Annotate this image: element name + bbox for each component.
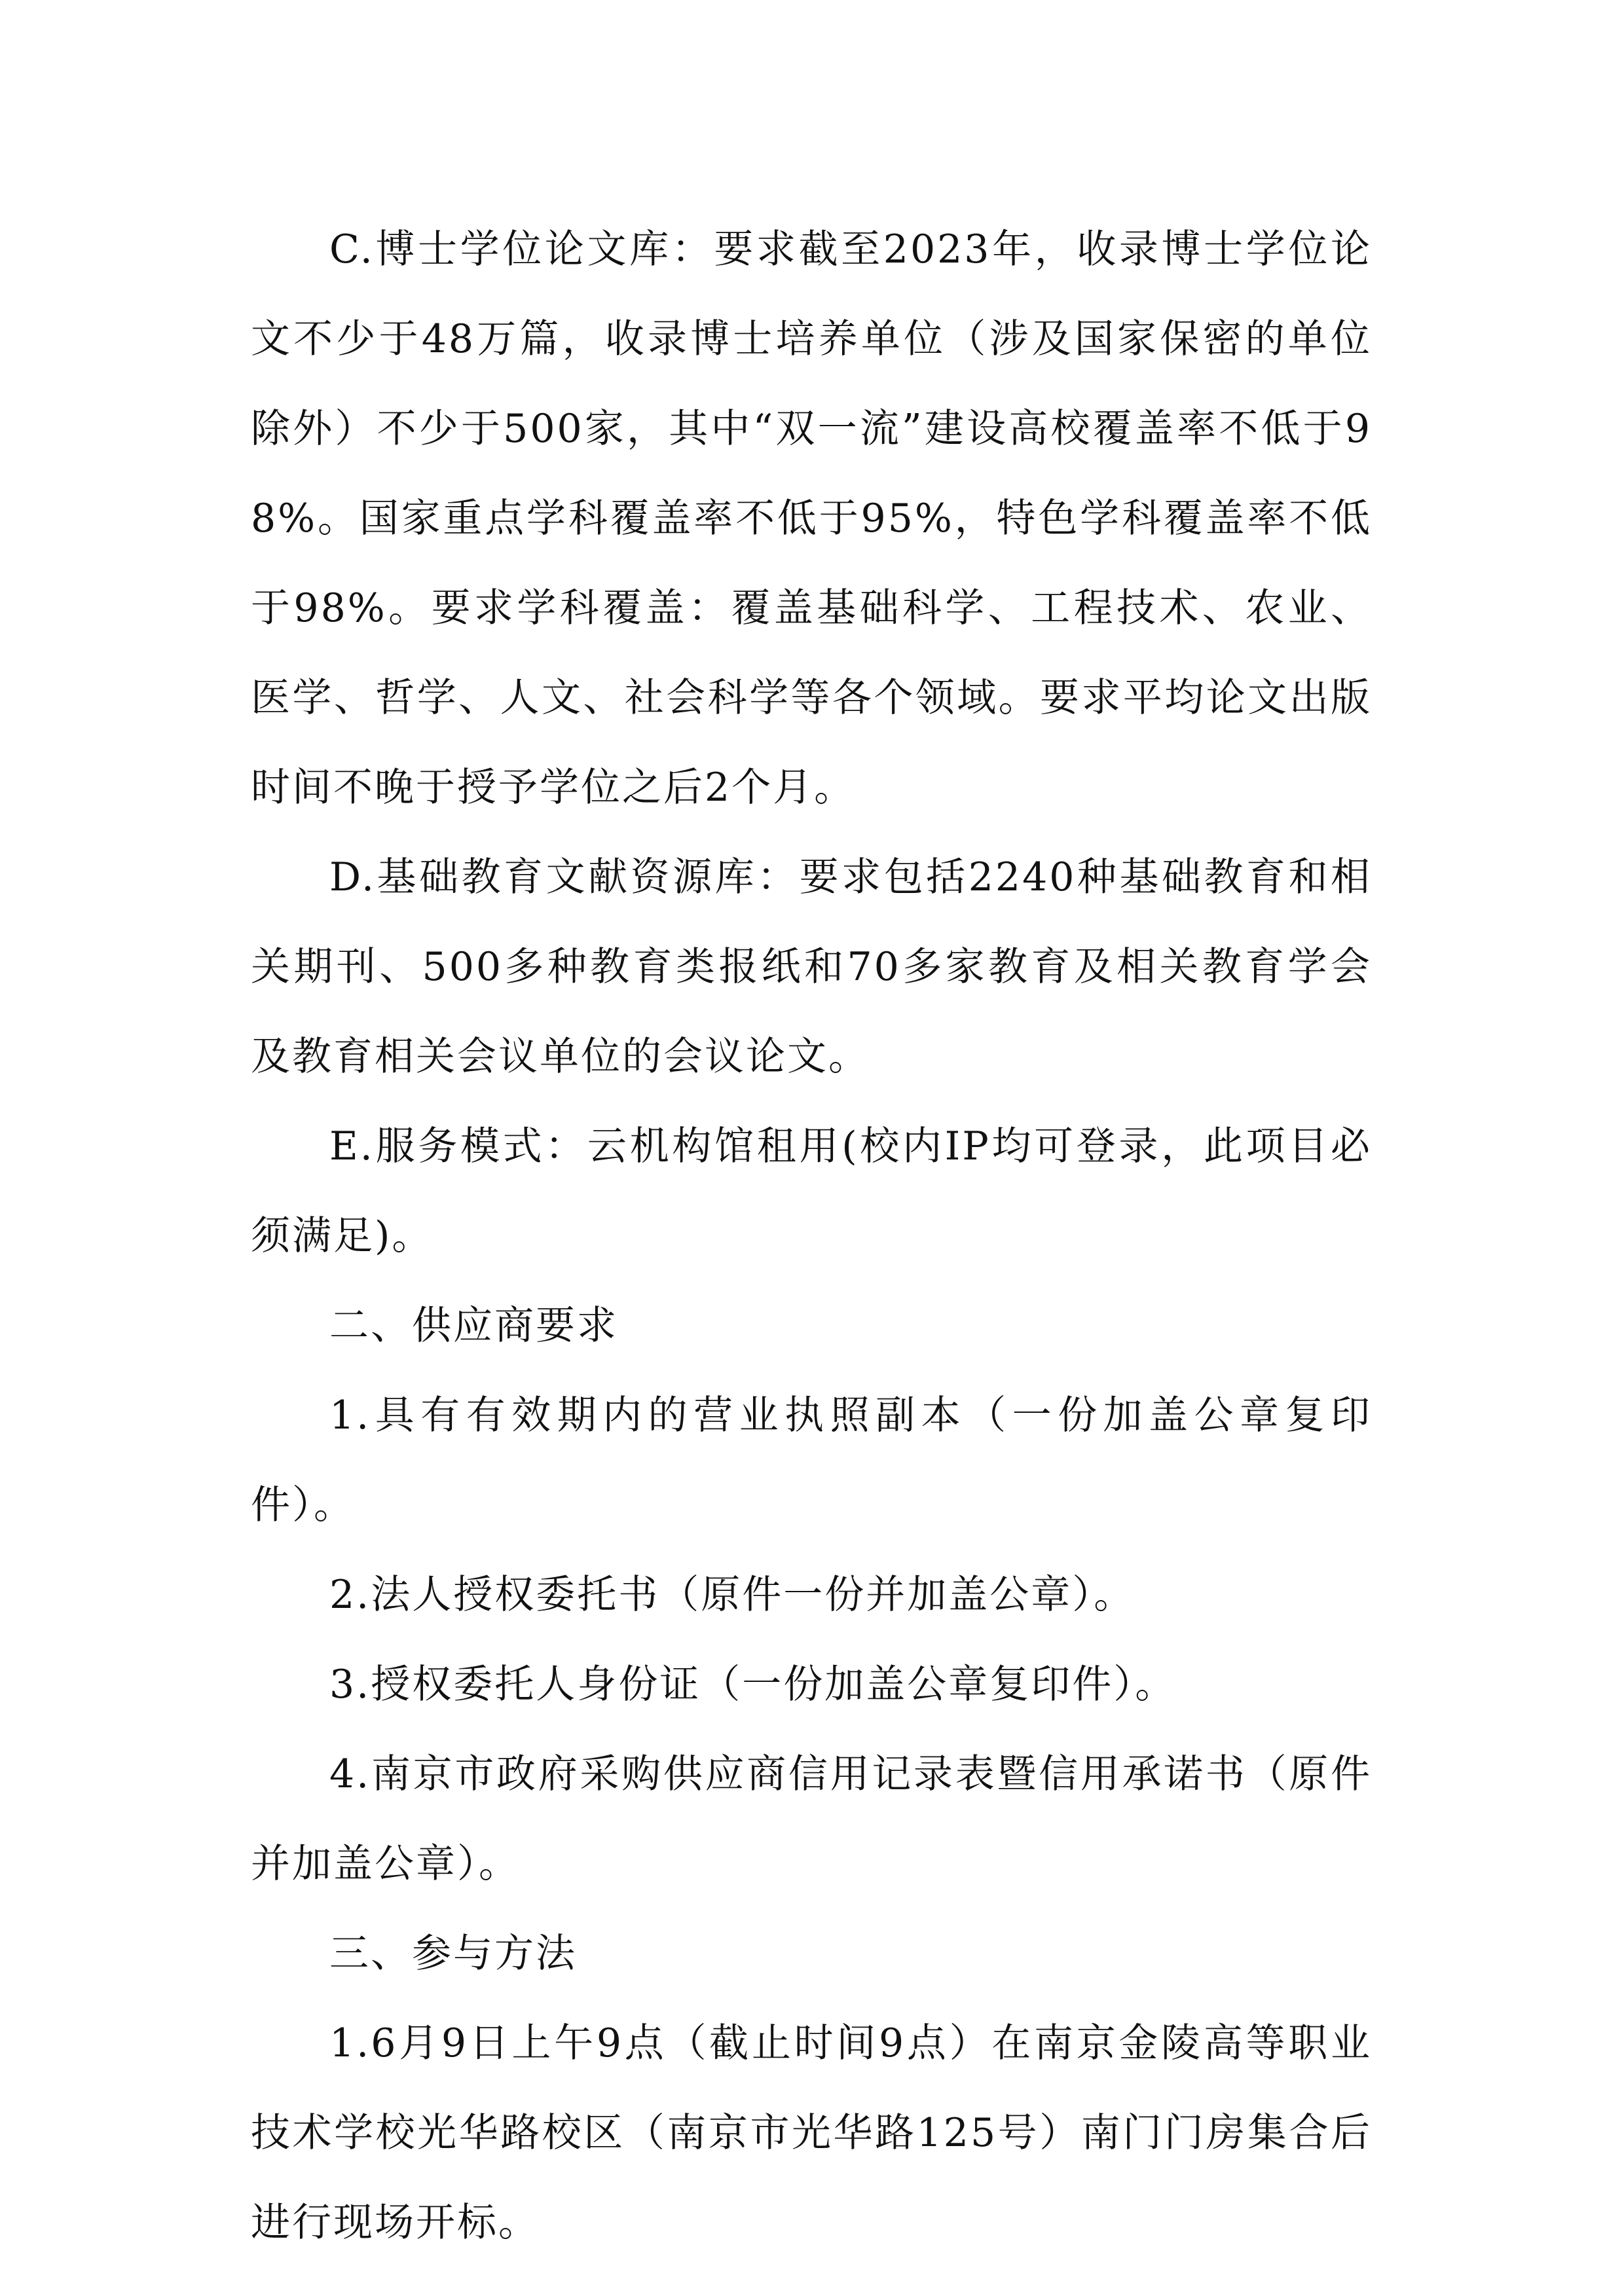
section-heading-participation-method: 三、参与方法 (329, 1931, 577, 1977)
participation-method-item: 1.6月9日上午9点（截止时间9点）在南京金陵高等职业技术学校光华路校区（南京市光华路125号）南门门房集合后进行现场开标。 (251, 2020, 1372, 2246)
supplier-requirement-item: 3.授权委托人身份证（一份加盖公章复印件）。 (329, 1662, 1177, 1707)
document-body (251, 205, 1372, 2268)
supplier-requirement-item: 4.南京市政府采购供应商信用记录表暨信用承诺书（原件并加盖公章）。 (251, 1751, 1372, 1887)
supplier-requirement-item: 1.具有有效期内的营业执照副本（一份加盖公章复印件）。 (251, 1393, 1372, 1528)
paragraph-doctoral-thesis-database: C.博士学位论文库：要求截至2023年，收录博士学位论文不少于48万篇，收录博士培养单位（涉及国家保密的单位除外）不少于500家，其中“双一流”建设高校覆盖率不低于98%。国家重点学科覆盖率不低于95%，特色学科覆盖率不低于98%。要求学科覆盖：覆盖基础科学、工程技术、农业、医学、哲学、人文、社会科学等各个领域。要求平均论文出版时间不晚于授予学位之后2个月。 (251, 227, 1372, 811)
section-heading-supplier-requirements: 二、供应商要求 (329, 1303, 618, 1349)
paragraph-basic-education-database: D.基础教育文献资源库：要求包括2240种基础教育和相关期刊、500多种教育类报纸和70多家教育及相关教育学会及教育相关会议单位的会议论文。 (251, 854, 1372, 1080)
supplier-requirement-item: 2.法人授权委托书（原件一份并加盖公章）。 (329, 1572, 1135, 1618)
paragraph-service-mode: E.服务模式：云机构馆租用(校内IP均可登录，此项目必须满足)。 (251, 1123, 1372, 1259)
